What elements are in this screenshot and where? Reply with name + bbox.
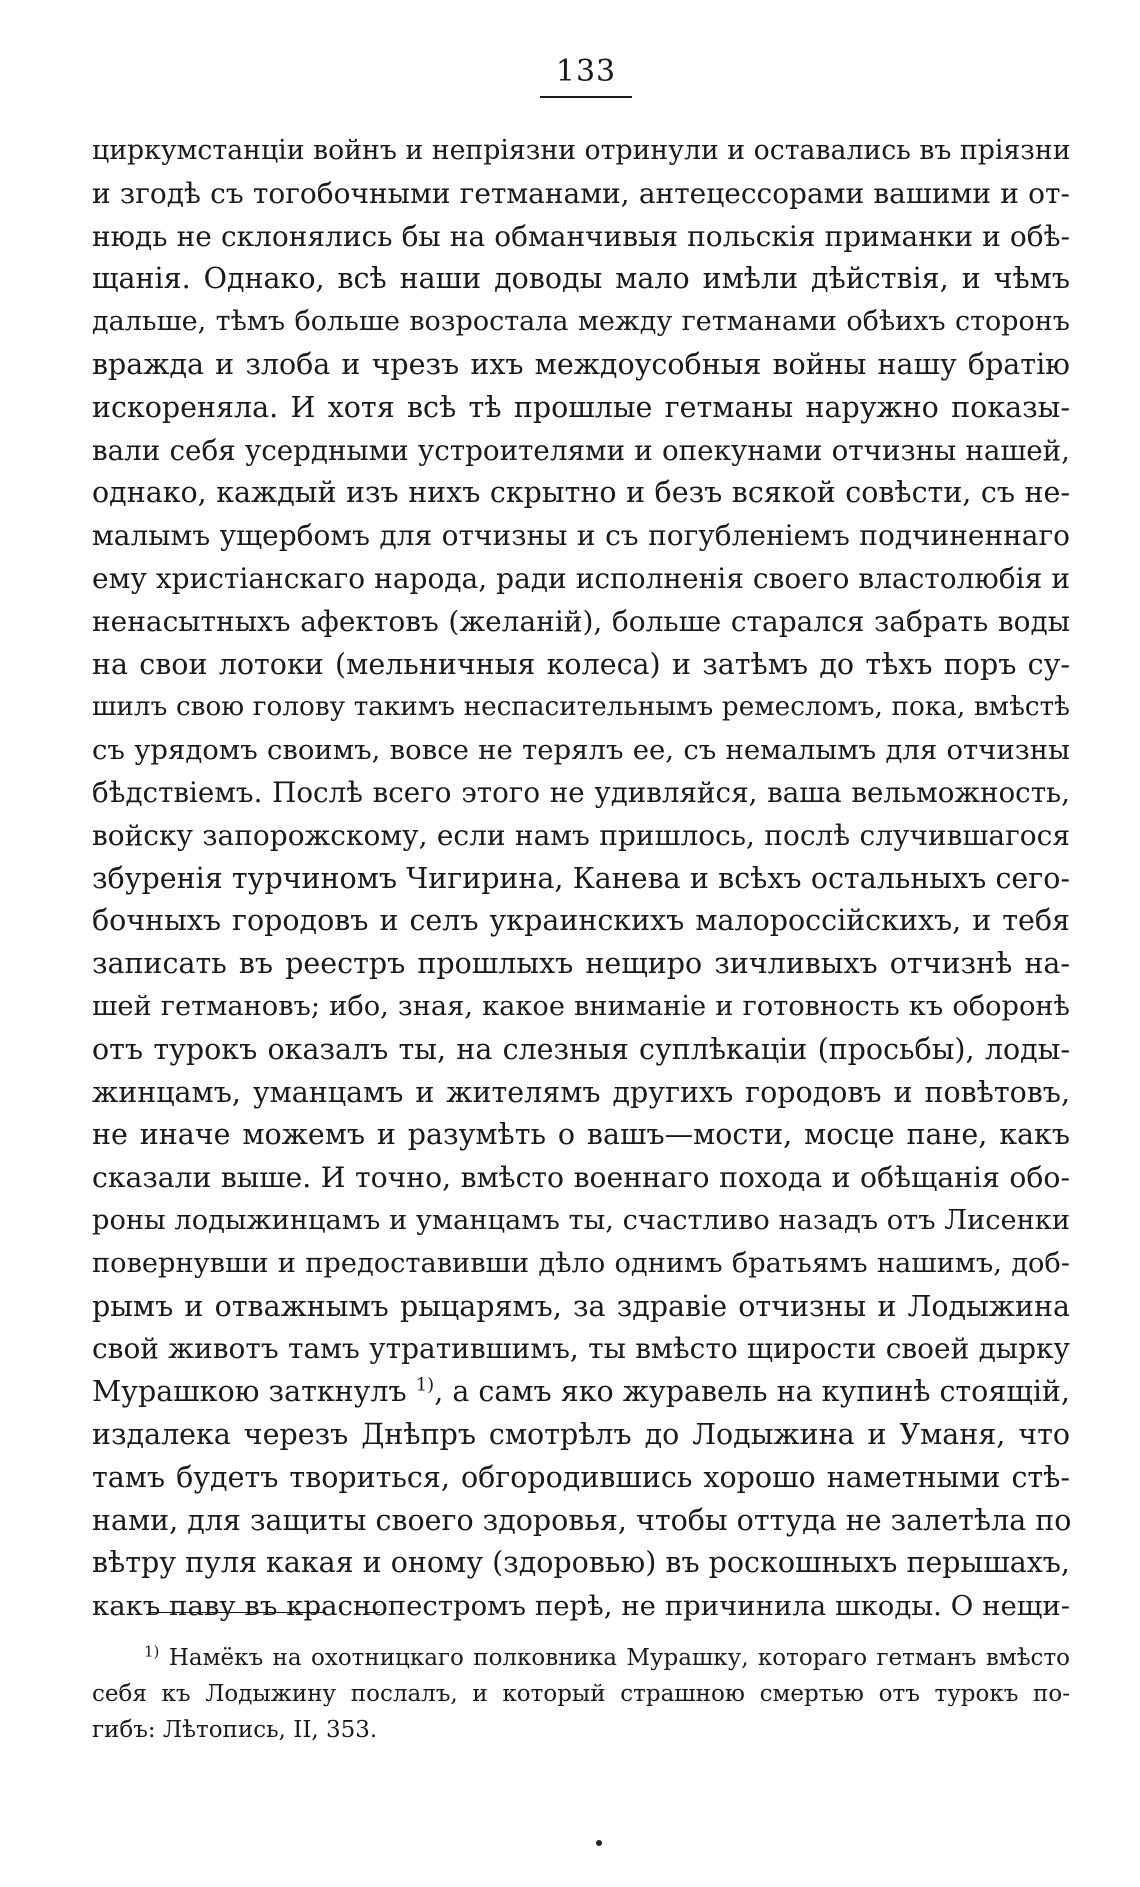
text-line: щанія. Однако, всѣ наши доводы мало имѣли дѣйствія, и чѣмъ: [92, 262, 1070, 296]
text-line: отъ турокъ оказалъ ты, на слезныя суплѣкаціи (просьбы), лоды-: [92, 1032, 1070, 1066]
text-line: циркумстанціи войнъ и непріязни отринули и оставались въ пріязни: [92, 135, 1071, 166]
text-line: вѣтру пуля какая и оному (здоровью) въ роскошныхъ перышахъ,: [92, 1546, 1070, 1580]
text-line-with-footnote-ref: [92, 1371, 1070, 1414]
footnote-text: Намёкъ на охотницкаго полковника Мурашку, котораго гетманъ вмѣсто: [168, 1645, 1071, 1671]
text-line: какъ паву въ краснопестромъ перѣ, не причинила шкоды. О нещи-: [92, 1590, 1070, 1623]
text-line: повернувши и предоставивши дѣло однимъ братьямъ нашимъ, доб-: [92, 1247, 1070, 1279]
footnote-separator-dash: [366, 1612, 380, 1613]
page-number-rule: [540, 96, 632, 98]
footnote-reference: 1): [415, 1374, 435, 1396]
text-line: сказали выше. И точно, вмѣсто военнаго похода и обѣщанія обо-: [92, 1161, 1070, 1195]
text-line: ненасытныхъ афектовъ (желаній), больше старался забрать воды: [92, 604, 1070, 638]
text-line: дальше, тѣмъ больше возростала между гетманами обѣихъ сторонъ: [92, 306, 1070, 338]
text-line: тамъ будетъ твориться, обгородившись хорошо наметными стѣ-: [92, 1460, 1070, 1494]
footnote: [92, 1640, 1070, 1748]
text-line: вали себя усердными устроителями и опекунами отчизны нашей,: [92, 433, 1070, 467]
text-line-part: Мурашкою заткнулъ: [92, 1375, 407, 1409]
text-line: рымъ и отважнымъ рыцарямъ, за здравіе отчизны и Лодыжина: [92, 1289, 1070, 1323]
text-line: малымъ ущербомъ для отчизны и съ погубленіемъ подчиненнаго: [92, 519, 1070, 553]
text-line: не иначе можемъ и разумѣть о вашъ—мости, мосце пане, какъ: [92, 1118, 1070, 1152]
print-speck: [596, 1840, 602, 1846]
text-line: войску запорожскому, если намъ пришлось, послѣ случившагося: [92, 818, 1070, 852]
footnote-line: гибъ: Лѣтопись, II, 353.: [92, 1717, 378, 1743]
text-line: роны лодыжинцамъ и уманцамъ ты, счастливо назадъ отъ Лисенки: [92, 1204, 1070, 1236]
text-line: бѣдствіемъ. Послѣ всего этого не удивляйся, ваша вельможность,: [92, 775, 1070, 809]
footnote-line: себя къ Лодыжину послалъ, и который страшною смертью отъ турокъ по-: [92, 1681, 1070, 1707]
text-line: издалека черезъ Днѣпръ смотрѣлъ до Лодыжина и Уманя, что: [92, 1417, 1070, 1451]
footnote-marker: 1): [144, 1642, 160, 1661]
footnote-separator: [148, 1612, 326, 1613]
text-line-part: , а самъ яко журавель на купинѣ стоящій,: [434, 1375, 1070, 1409]
page-number: 133: [555, 54, 617, 89]
text-line: и згодѣ съ тогобочными гетманами, антецессорами вашими и от-: [92, 176, 1070, 210]
text-line: свой животъ тамъ утратившимъ, ты вмѣсто щирости своей дырку: [92, 1332, 1070, 1366]
text-line: искореняла. И хотя всѣ тѣ прошлые гетманы наружно показы-: [92, 390, 1070, 424]
footnote-line: [92, 1640, 1070, 1676]
text-line: шилъ свою голову такимъ неспасительнымъ ремесломъ, пока, вмѣстѣ: [92, 692, 1070, 723]
body-text: [92, 130, 1070, 1628]
text-line: вражда и злоба и чрезъ ихъ междоусобныя войны нашу братію: [92, 347, 1070, 381]
text-line: записать въ реестръ прошлыхъ нещиро зичливыхъ отчизнѣ на-: [92, 947, 1070, 981]
text-line: ему христіанскаго народа, ради исполненія своего властолюбія и: [92, 561, 1070, 595]
text-line: съ урядомъ своимъ, вовсе не терялъ ее, съ немалымъ для отчизны: [92, 734, 1070, 767]
text-line: шей гетмановъ; ибо, зная, какое вниманіе и готовность къ оборонѣ: [92, 990, 1070, 1022]
text-line: жинцамъ, уманцамъ и жителямъ другихъ городовъ и повѣтовъ,: [92, 1075, 1070, 1109]
text-line: збуренія турчиномъ Чигирина, Канева и всѣхъ остальныхъ сего-: [92, 861, 1070, 895]
text-line: нами, для защиты своего здоровья, чтобы оттуда не залетѣла по: [92, 1503, 1072, 1537]
text-line: нюдь не склонялись бы на обманчивыя польскія приманки и обѣ-: [92, 219, 1070, 253]
text-line: однако, каждый изъ нихъ скрытно и безъ всякой совѣсти, съ не-: [92, 476, 1070, 510]
text-line: бочныхъ городовъ и селъ украинскихъ малороссійскихъ, и тебя: [92, 904, 1070, 938]
text-line: на свои лотоки (мельничныя колеса) и затѣмъ до тѣхъ поръ су-: [92, 647, 1070, 681]
